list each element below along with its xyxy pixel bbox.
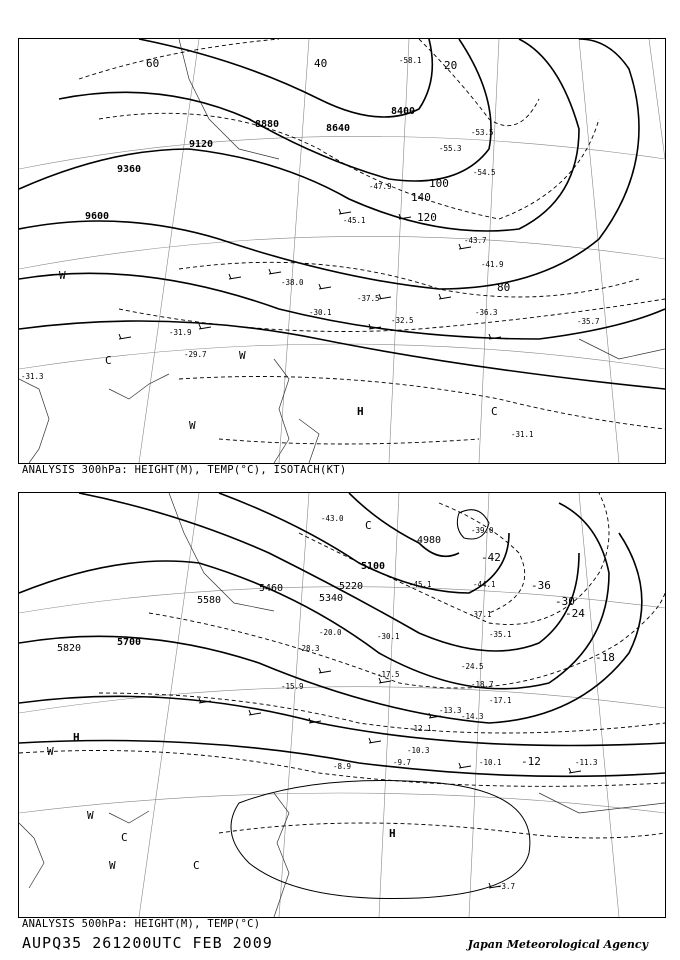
temp-label: -30.1 — [309, 308, 332, 317]
cold-center: C — [491, 405, 498, 418]
isotach-labels — [146, 57, 510, 294]
temp-label: -43.7 — [464, 236, 487, 245]
map-300hpa-canvas — [19, 39, 665, 463]
isotach-label: 80 — [497, 281, 511, 294]
temp-label: -17.1 — [489, 696, 512, 705]
height-label: 5460 — [259, 583, 284, 594]
temp-label: -43.0 — [321, 514, 344, 523]
isotherm-label: -24 — [565, 607, 585, 620]
bulletin-code: AUPQ35 261200UTC FEB 2009 — [22, 934, 273, 952]
height-label: 9360 — [117, 164, 142, 175]
isotherm-label: -30 — [555, 595, 575, 608]
graticule — [19, 493, 665, 917]
temp-label: -3.7 — [497, 882, 516, 891]
height-contours — [19, 493, 665, 776]
isotach-label: 20 — [444, 59, 458, 72]
temp-label: -20.0 — [319, 628, 342, 637]
temp-label: -35.7 — [577, 317, 600, 326]
temp-label: -31.1 — [511, 430, 534, 439]
isotherm-label: -12 — [521, 755, 541, 768]
temp-label: -24.5 — [461, 662, 484, 671]
isotach-label: 60 — [146, 57, 160, 70]
temp-label: -32.5 — [391, 316, 414, 325]
high-pressure-center: H — [73, 731, 80, 744]
isotherm-label: -42 — [481, 551, 501, 564]
height-label: 5220 — [339, 581, 364, 592]
temp-label: -18.7 — [471, 680, 494, 689]
isotachs — [79, 39, 665, 444]
temp-label: -55.3 — [439, 144, 462, 153]
height-label: 8400 — [391, 106, 416, 117]
wind-barbs — [199, 668, 581, 888]
temp-label: -11.3 — [575, 758, 598, 767]
height-label: 8880 — [255, 119, 280, 130]
isotach-label: 120 — [417, 211, 437, 224]
temp-label: -54.5 — [473, 168, 496, 177]
height-label: 9120 — [189, 139, 214, 150]
height-label: 5580 — [197, 595, 222, 606]
temp-label: -15.9 — [281, 682, 304, 691]
temp-label: -30.1 — [377, 632, 400, 641]
height-label: 5700 — [117, 637, 142, 648]
isotherm-label: -18 — [595, 651, 615, 664]
height-label: 9600 — [85, 211, 110, 222]
temp-label: -36.3 — [475, 308, 498, 317]
temperature-labels — [281, 514, 598, 891]
isotherms — [19, 493, 665, 838]
agency-credit: Japan Meteorological Agency — [467, 938, 648, 951]
map-500hpa — [18, 492, 666, 918]
temp-label: -17.5 — [377, 670, 400, 679]
isotach-label: 100 — [429, 177, 449, 190]
temp-label: -35.1 — [489, 630, 512, 639]
temp-label: -9.7 — [393, 758, 412, 767]
isotach-label: 140 — [411, 191, 431, 204]
cold-center: C — [121, 831, 128, 844]
height-labels — [85, 106, 415, 222]
height-label: 5820 — [57, 643, 82, 654]
warm-center: W — [189, 419, 196, 432]
temperature-labels — [21, 56, 600, 439]
temp-label: -28.3 — [297, 644, 320, 653]
warm-center: W — [47, 745, 54, 758]
graticule — [19, 39, 665, 463]
map-500hpa-caption: ANALYSIS 500hPa: HEIGHT(M), TEMP(°C) — [22, 918, 261, 930]
high-pressure-center: H — [357, 405, 364, 418]
temp-label: -37.1 — [469, 610, 492, 619]
cold-center: C — [365, 519, 372, 532]
cold-center: C — [105, 354, 112, 367]
height-label: 5340 — [319, 593, 344, 604]
temp-label: -58.1 — [399, 56, 422, 65]
temp-label: -39.0 — [471, 526, 494, 535]
temp-label: -14.3 — [461, 712, 484, 721]
temp-label: -31.9 — [169, 328, 192, 337]
pressure-centers — [59, 269, 498, 432]
temp-label: -45.1 — [409, 580, 432, 589]
temp-label: -31.3 — [21, 372, 44, 381]
warm-center: W — [239, 349, 246, 362]
map-300hpa-caption: ANALYSIS 300hPa: HEIGHT(M), TEMP(°C), ISOTACH(KT) — [22, 464, 347, 476]
temp-label: -10.1 — [479, 758, 502, 767]
temp-label: -37.5 — [357, 294, 380, 303]
height-label: 4980 — [417, 535, 442, 546]
cold-center: C — [193, 859, 200, 872]
height-label: 8640 — [326, 123, 351, 134]
warm-center: W — [109, 859, 116, 872]
pressure-centers — [47, 519, 396, 872]
temp-label: -45.1 — [343, 216, 366, 225]
warm-center: W — [87, 809, 94, 822]
isotherm-labels — [481, 551, 615, 768]
temp-label: -29.7 — [184, 350, 207, 359]
map-500hpa-canvas — [19, 493, 665, 917]
temp-label: -38.0 — [281, 278, 304, 287]
temp-label: -10.3 — [407, 746, 430, 755]
coastline — [19, 39, 665, 463]
temp-label: -13.3 — [439, 706, 462, 715]
isotherm-label: -36 — [531, 579, 551, 592]
temp-label: -41.9 — [481, 260, 504, 269]
coastline — [19, 493, 665, 917]
high-pressure-center: H — [389, 827, 396, 840]
height-label: 5100 — [361, 561, 386, 572]
temp-label: -44.1 — [473, 580, 496, 589]
temp-label: -47.9 — [369, 182, 392, 191]
isotach-label: 40 — [314, 57, 328, 70]
temp-label: -12.1 — [409, 724, 432, 733]
temp-label: -8.9 — [333, 762, 352, 771]
warm-center: W — [59, 269, 66, 282]
map-300hpa — [18, 38, 666, 464]
temp-label: -53.5 — [471, 128, 494, 137]
